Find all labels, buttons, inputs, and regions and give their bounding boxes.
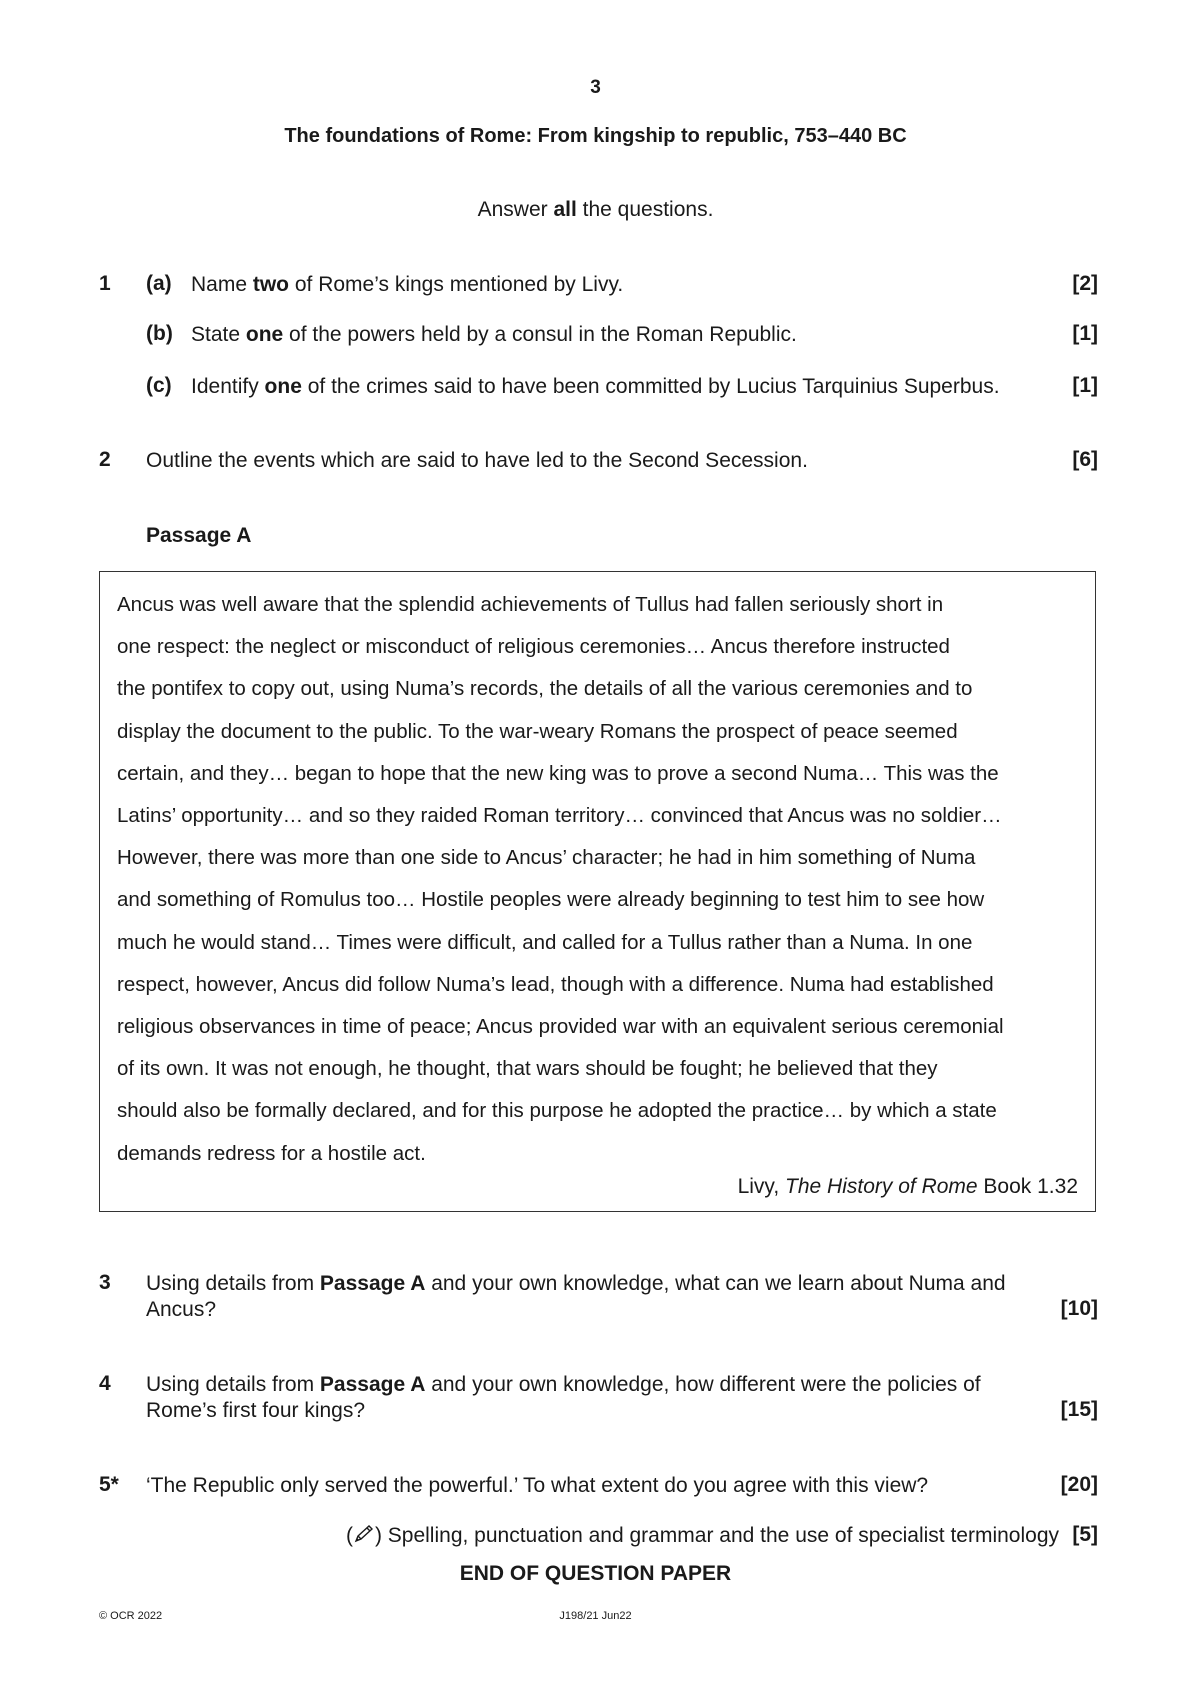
passage-line: respect, however, Ancus did follow Numa’s lead, though with a difference. Numa had established	[117, 972, 994, 996]
question-2-number: 2	[99, 448, 111, 471]
passage-line: one respect: the neglect or misconduct of religious ceremonies… Ancus therefore instructed	[117, 635, 950, 659]
instruction-pre: Answer	[477, 198, 554, 221]
spag-marks: [5]	[1072, 1523, 1098, 1546]
passage-line: of its own. It was not enough, he thought, that wars should be fought; he believed that they	[117, 1057, 938, 1081]
question-4-text	[146, 1372, 1076, 1424]
q1b-pre: State	[191, 323, 246, 346]
passage-citation	[738, 1175, 1078, 1199]
passage-line: the pontifex to copy out, using Numa’s records, the details of all the various ceremonies and to	[117, 677, 973, 701]
spag-open: (	[345, 1524, 353, 1547]
passage-line: Latins’ opportunity… and so they raided Roman territory… convinced that Ancus was no soldier…	[117, 804, 1002, 828]
q4-post: and your own knowledge, how different were the policies of	[425, 1373, 981, 1396]
question-1c-label: (c)	[146, 374, 172, 397]
q1c-bold: one	[264, 375, 302, 398]
question-5-number: 5*	[99, 1473, 119, 1496]
pencil-icon	[353, 1524, 375, 1544]
question-3-marks: [10]	[1060, 1297, 1098, 1320]
q1a-pre: Name	[191, 273, 253, 296]
citation-work: The History of Rome	[785, 1175, 978, 1198]
passage-line: certain, and they… began to hope that the new king was to prove a second Numa… This was the	[117, 761, 999, 785]
q4-pre: Using details from	[146, 1373, 320, 1396]
passage-line: much he would stand… Times were difficult, and called for a Tullus rather than a Numa. In one	[117, 930, 973, 954]
q1c-post: of the crimes said to have been committed by Lucius Tarquinius Superbus.	[301, 375, 1000, 398]
passage-line: Ancus was well aware that the splendid achievements of Tullus had fallen seriously short in	[117, 593, 944, 616]
q3-bold: Passage A	[319, 1272, 426, 1295]
question-1b-text	[191, 322, 797, 348]
question-3-number: 3	[99, 1271, 111, 1294]
spag-line	[346, 1523, 1059, 1549]
passage-line: demands redress for a hostile act.	[117, 1141, 426, 1165]
passage-line: and something of Romulus too… Hostile peoples were already beginning to test him to see how	[117, 888, 985, 912]
instruction-bold: all	[553, 198, 577, 221]
question-2-marks: [6]	[1072, 448, 1098, 471]
spag-close: )	[374, 1524, 382, 1547]
footer-code: J198/21 Jun22	[559, 1610, 632, 1622]
instruction-post: the questions.	[576, 198, 714, 221]
question-5-text: ‘The Republic only served the powerful.’ To what extent do you agree with this view?	[146, 1474, 929, 1497]
passage-line: However, there was more than one side to Ancus’ character; he had in him something of Numa	[117, 846, 976, 870]
footer-copyright: © OCR 2022	[99, 1610, 163, 1622]
question-5-marks: [20]	[1060, 1473, 1098, 1496]
citation-author: Livy,	[737, 1175, 786, 1198]
q1c-pre: Identify	[191, 375, 265, 398]
passage-line: display the document to the public. To the war-weary Romans the prospect of peace seemed	[117, 719, 958, 743]
question-1c-marks: [1]	[1072, 374, 1098, 397]
q4-bold: Passage A	[319, 1373, 426, 1396]
question-1b-marks: [1]	[1072, 322, 1098, 345]
q1b-post: of the powers held by a consul in the Roman Republic.	[283, 323, 797, 346]
question-1b-label: (b)	[146, 322, 173, 345]
passage-heading: Passage A	[146, 524, 252, 547]
q1a-bold: two	[252, 273, 290, 296]
q1a-post: of Rome’s kings mentioned by Livy.	[289, 273, 624, 296]
q3-post: and your own knowledge, what can we learn about Numa and	[425, 1272, 1006, 1295]
question-4-number: 4	[99, 1372, 111, 1395]
q1b-bold: one	[245, 323, 284, 346]
q4-line2: Rome’s first four kings?	[146, 1399, 366, 1422]
question-1c-text	[191, 374, 1000, 400]
spag-text: Spelling, punctuation and grammar and the use of specialist terminology	[381, 1524, 1059, 1547]
passage-line: religious observances in time of peace; Ancus provided war with an equivalent serious ceremonial	[117, 1015, 1004, 1039]
citation-ref: Book 1.32	[977, 1175, 1078, 1198]
passage-text	[117, 584, 1082, 1175]
question-1-number: 1	[99, 272, 111, 295]
instruction	[0, 198, 1191, 222]
question-1a-marks: [2]	[1072, 272, 1098, 295]
question-2-text: Outline the events which are said to have led to the Second Secession.	[146, 449, 808, 472]
section-title: The foundations of Rome: From kingship to republic, 753–440 BC	[284, 125, 907, 147]
question-1a-text	[191, 272, 623, 298]
question-1a-label: (a)	[146, 272, 172, 295]
end-of-paper: END OF QUESTION PAPER	[459, 1562, 732, 1585]
q3-line2: Ancus?	[146, 1298, 217, 1321]
passage-line: should also be formally declared, and for this purpose he adopted the practice… by which a state	[117, 1099, 997, 1123]
q3-pre: Using details from	[146, 1272, 320, 1295]
page-number: 3	[590, 77, 601, 98]
question-4-marks: [15]	[1060, 1398, 1098, 1421]
passage-box	[99, 571, 1096, 1212]
question-3-text	[146, 1271, 1076, 1323]
